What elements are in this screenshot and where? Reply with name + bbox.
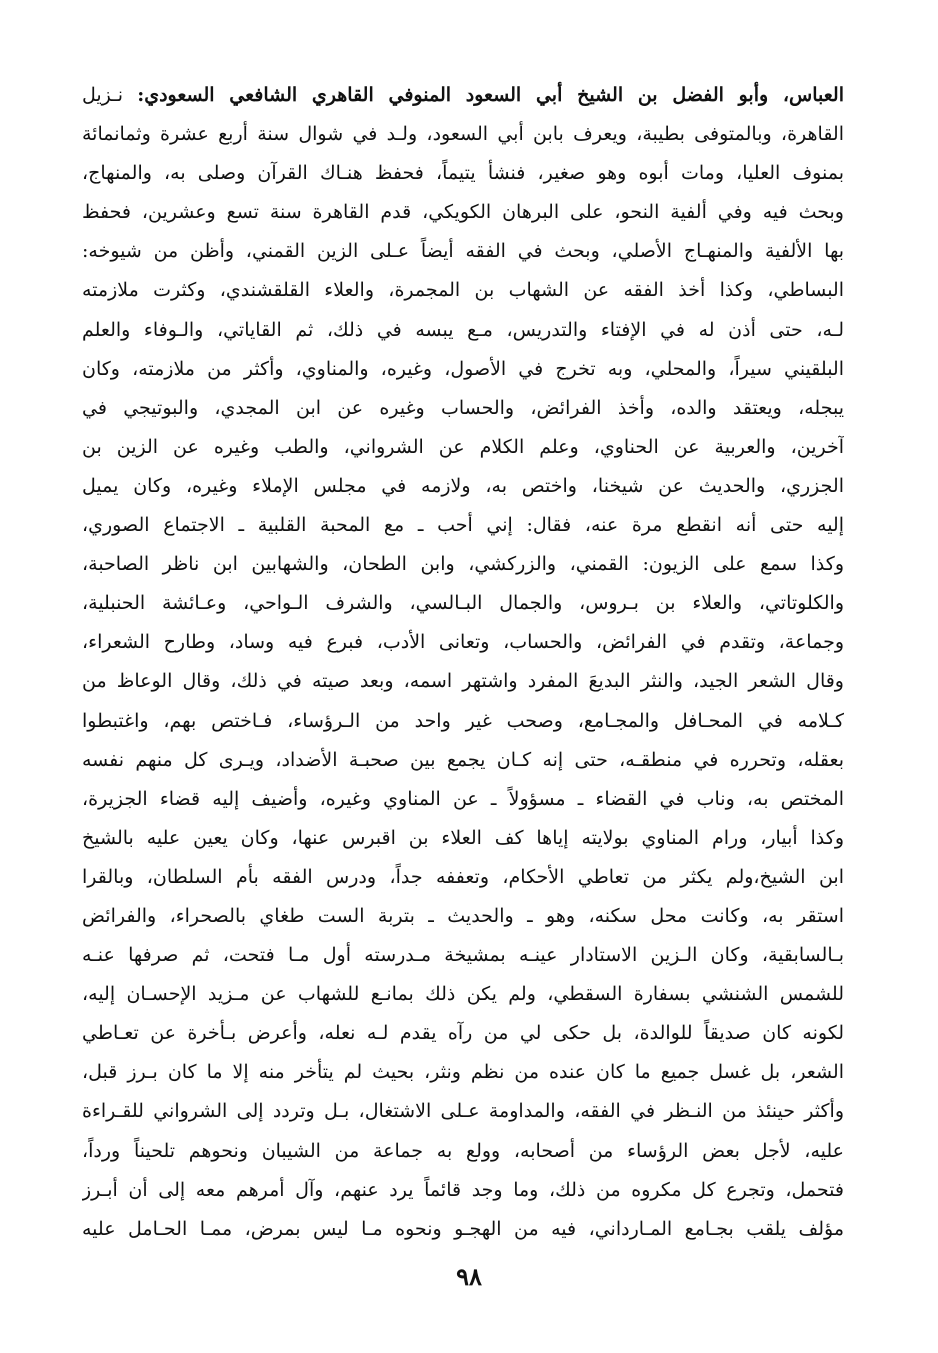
text-line: ابن الشيخ،ولم يكثر من تعاطي الأحكام، وتعففه جداً، ودرس الفقه بأم السلطان، وبالقرا: [82, 865, 844, 888]
text-line: يبجله، ويعتقد والده، وأخذ الفرائض، والحساب وغيره عن ابن المجدي، والبوتيجي في: [82, 396, 844, 419]
text-line: [82, 76, 844, 115]
body-text: [82, 76, 844, 1249]
text-line: وكذا أبيار، ورام المناوي بولايته إياها كف العلاء بن اقبرس عنها، وكان يعين عليه بالشيخ: [82, 826, 844, 849]
text-line: للشمس الشنشي بسفارة السقطي، ولم يكن ذلك بمانـع للشهاب عن مـزيد الإحسـان إليه،: [82, 983, 844, 1006]
text-line: فتحمل، وتجرع كل مكروه من ذلك، وما وجد قائماً يرد عنهم، وآل أمرهم معه إلى أن أبـرز: [82, 1178, 844, 1201]
text-line: وأكثر حينئذ من النـظر في الفقه، والمداومة عـلى الاشتغال، بـل وتردد إلى الشرواني للقـراءة: [82, 1100, 844, 1123]
text-line: وكذا سمع على الزيون: القمني، والزركشي، وابن الطحان، والشهابين ابن ناظر الصاحبة،: [82, 553, 844, 576]
text-line: مؤلف يلقب بجـامع المـارداني، فيه من الهجـو ونحوه مـا ليس بمرض، ممـا الحـامل عليه: [82, 1217, 844, 1240]
text-line: المختص به، وناب في القضاء ـ مسؤولاً ـ عن المناوي وغيره، وأضيف إليه قضاء الجزيرة،: [82, 787, 844, 810]
text-line: بها الألفية والمنهـاج الأصلي، وبحث في الفقه أيضاً عـلى الزين القمني، وأظن من شيوخه:: [82, 240, 844, 263]
text-line: آخرين، والعربية عن الحناوي، وعلم الكلام عن الشرواني، والطب وغيره عن الزين بن: [82, 435, 844, 458]
text-line: لكونه كان صديقاً للوالدة، بل حكى لي من رآه يقدم لـه نعله، وأعرض بـأخرة عن تعـاطي: [82, 1022, 844, 1045]
lead-heading: العباس، وأبو الفضل بن الشيخ أبي السعود المنوفي القاهري الشافعي السعودي:: [137, 84, 844, 106]
text-line: وجماعة، وتقدم في الفرائض، والحساب، وتعانى الأدب، فبرع فيه وساد، وطارح الشعراء،: [82, 631, 844, 654]
text-line: البساطي، وكذا أخذ الفقه عن الشهاب بن المجمرة، والعلاء القلقشندي، وكثرت ملازمته: [82, 279, 844, 302]
text-line: الجزري، والحديث عن شيخنا، واختص به، ولازمه في مجلس الإملاء وغيره، وكان يميل: [82, 474, 844, 497]
text-line: عليه، لأجل بعض الرؤساء من أصحابه، وولع به جماعة من الشيبان ونحوهم تلحيناً ورداً،: [82, 1139, 844, 1162]
text-line: إليه حتى أنه انقطع مرة عنه، فقال: إني أحب ـ مع المحبة القلبية ـ الاجتماع الصوري،: [82, 514, 844, 537]
text-line: والكلوتاتي، والعلاء بن بـروس، والجمال البـالسي، والشرف الـواحي، وعـائشة الحنبلية،: [82, 592, 844, 615]
text-line: بمنوف العليا، ومات أبوه وهو صغير، فنشأ يتيماً، فحفظ هنـاك القرآن وصلى به، والمنهاج،: [82, 162, 844, 185]
text-line: وبحث فيه وفي ألفية النحو، على البرهان الكويكي، قدم القاهرة سنة تسع وعشرين، فحفظ: [82, 201, 844, 224]
text-line: الشعر، بل غسل جميع ما كان عنده من نظم ونثر، بحيث لم يتأخر منه إلا ما كان بـرز قبل،: [82, 1061, 844, 1084]
text-line: البلقيني سيراً، والمحلي، وبه تخرج في الأصول، وغيره، والمناوي، وأكثر من ملازمته، وكان: [82, 357, 844, 380]
text-line: وقال الشعر الجيد، والنثر البديعَ المفرد واشتهر اسمه، وبعد صيته في ذلك، وقال الوعاظ من: [82, 670, 844, 693]
text-line: لـه، حتى أذن له في الإفتاء والتدريس، مـع يبسه في ذلك، ثم القاياتي، والـوفاء والعلم: [82, 318, 844, 341]
text-line-fragment: نـزيل: [82, 84, 124, 106]
text-line: كـلامه في المحـافل والمجـامع، وصحب غير واحد من الـرؤساء، فـاختص بهم، واغتبطوا: [82, 709, 844, 732]
text-line: القاهرة، وبالمتوفى بطيبة، ويعرف بابن أبي السعود، ولـد في شوال سنة أربع عشرة وثمانمائة: [82, 123, 844, 146]
text-line: استقر به، وكانت محل سكنه، وهو ـ والحديث ـ بتربة الست طغاي بالصحراء، والفرائض: [82, 904, 844, 927]
text-line: بـالسابقية، وكان الـزين الاستادار عينـه بمشيخة مـدرسته أول مـا فتحت، ثم صرفها عنـه: [82, 944, 844, 967]
text-line: بعقله، وتحرره في منطقـه، حتى إنه كـان يجمع بين صحبـة الأضداد، ويـرى كل منهم نفسه: [82, 748, 844, 771]
page-number: ٩٨: [456, 1262, 482, 1291]
